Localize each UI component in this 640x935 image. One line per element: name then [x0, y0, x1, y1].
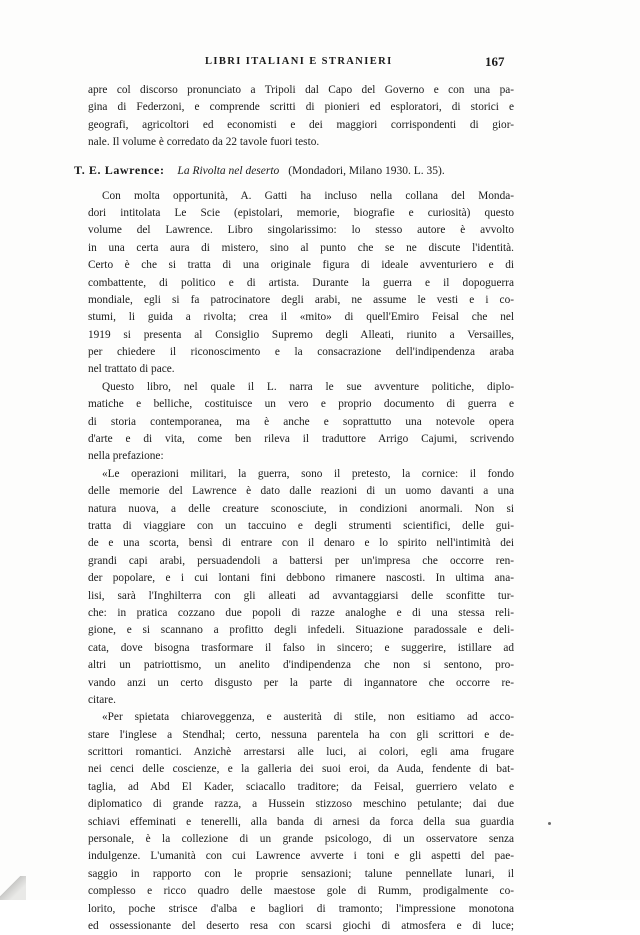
- text-line: citare.: [88, 693, 116, 706]
- paragraph: [88, 379, 514, 466]
- text-line: nel trattato di pace.: [88, 363, 175, 376]
- text-line: di storia contemporanea, ma è anche e soprattutto una notevole opera: [88, 415, 514, 428]
- text-line: Con molta opportunità, A. Gatti ha incluso nella collana del Monda-: [102, 189, 514, 202]
- quotation-paragraph: [88, 709, 514, 935]
- quotation-paragraph: [88, 466, 514, 709]
- text-line: taglia, ad Abd El Kader, sciacallo traditore; da Feisal, guerriero velato e: [88, 780, 514, 793]
- text-line: personale, è la collezione di un grande psicologo, di un osservatore senza: [88, 833, 514, 846]
- review-title: La Rivolta nel deserto: [177, 164, 280, 177]
- text-line: gione, e si scannano a profitto degli infedeli. Situazione paradossale e deli-: [88, 624, 514, 637]
- text-line: mondiale, egli si fa patrocinatore degli arabi, ne assume le vesti e i co-: [88, 293, 514, 306]
- text-line: vando anzi un certo disgusto per la parte di ingannatore che occorre re-: [88, 676, 514, 689]
- text-line: de e una scorta, bensì di entrare con il denaro e lo spirito nell'intimità dei: [88, 537, 514, 550]
- page-corner-shadow: [0, 876, 26, 900]
- text-line: indulgenze. L'umanità con cui Lawrence avverte i toni e gli aspetti del pae-: [88, 850, 514, 863]
- text-line: volume del Lawrence. Libro singolarissimo: lo stesso autore è avvolto: [88, 224, 514, 237]
- ink-speck: [548, 822, 551, 825]
- text-line: stumi, li guida a rivolta; crea il «mito» di quell'Emiro Feisal che nel: [88, 311, 514, 324]
- text-line: «Per spietata chiaroveggenza, e austerità di stile, non esitiamo ad acco-: [102, 711, 514, 724]
- text-line: nella prefazione:: [88, 450, 164, 463]
- text-line: delle memorie del Lawrence è dato dalle reazioni di un uomo davanti a una: [88, 485, 514, 498]
- text-line: nale. Il volume è corredato da 22 tavole fuori testo.: [88, 136, 320, 149]
- text-line: lorito, poche strisce d'alba e bagliori di tramonto; l'impressione monotona: [88, 902, 514, 915]
- text-line: diplomatico di grande razza, a Hussein stizzoso meschino petulante; dai due: [88, 798, 514, 811]
- text-line: stare l'inglese a Stendhal; certo, nessuna parentela ha con gli scrittori e de-: [88, 728, 514, 741]
- review-publication: (Mondadori, Milano 1930. L. 35).: [288, 164, 445, 177]
- text-line: geografi, agricoltori ed economisti e dei maggiori corrispondenti di gior-: [88, 118, 514, 131]
- text-line: complesso e ricco quadro delle maestose gole di Rumm, prodigalmente co-: [88, 885, 514, 898]
- running-title: LIBRI ITALIANI E STRANIERI: [205, 56, 393, 67]
- review-heading: [74, 160, 514, 180]
- text-line: tratta di viaggiare con un taccuino e degli strumenti scientifici, delle gui-: [88, 519, 514, 532]
- text-line: 1919 si presenta al Consiglio Supremo degli Alleati, riunito a Versailles,: [88, 328, 514, 341]
- text-line: che: in pratica cozzano due popoli di razze analoghe e di una stessa reli-: [88, 606, 514, 619]
- text-line: altri un patriottismo, un anelito d'indipendenza che non si sentono, pro-: [88, 659, 514, 672]
- text-line: per chiedere il riconoscimento e la consacrazione dell'indipendenza araba: [88, 346, 514, 359]
- paragraph: [88, 188, 514, 379]
- text-line: apre col discorso pronunciato a Tripoli dal Capo del Governo e con una pa-: [88, 84, 514, 96]
- text-line: in una certa aura di mistero, sino al punto che se ne discute l'identità.: [88, 241, 514, 254]
- text-line: cata, dove bisogna trasformare il falso in sincero; e suggerire, istillare ad: [88, 641, 514, 654]
- page-number: 167: [485, 54, 505, 69]
- text-line: schiavi effeminati e tenerelli, alla banda di arnesi da forca della sua guardia: [88, 815, 514, 828]
- continuation-paragraph: [88, 82, 514, 152]
- text-line: scrittori romantici. Anzichè arrestarsi alle luci, ai colori, egli ama frugare: [88, 746, 514, 759]
- review-author: T. E. Lawrence:: [74, 162, 165, 177]
- text-line: nei cenci delle coscienze, e la galleria dei suoi eroi, da Auda, fendente di bat-: [88, 763, 514, 776]
- text-line: Questo libro, nel quale il L. narra le sue avventure politiche, diplo-: [102, 380, 514, 393]
- text-line: saggio in rapporto con le proprie sensazioni; talune pennellate lunari, il: [88, 867, 514, 880]
- text-line: matiche e belliche, costituisce un vero e proprio documento di guerra e: [88, 398, 514, 411]
- text-line: combattente, di politico e di artista. Durante la guerra e il dopoguerra: [88, 276, 514, 289]
- text-line: ed ossessionante del deserto resa con scarsi giochi di atmosfera e di luce;: [88, 919, 514, 932]
- page-body: [74, 82, 514, 935]
- text-line: der popolare, e i cui lontani fini debbono rimanere nascosti. In ultima ana-: [88, 572, 514, 585]
- text-line: «Le operazioni militari, la guerra, sono il pretesto, la cornice: il fondo: [102, 467, 514, 480]
- text-line: gina di Federzoni, e comprende scritti di pionieri ed esploratori, di storici e: [88, 101, 514, 114]
- text-line: natura nuova, a delle creature sconosciute, in condizioni anormali. Non si: [88, 502, 514, 515]
- text-line: Certo è che si tratta di una originale figura di ideale avventuriero e di: [88, 259, 514, 272]
- text-line: dori intitolata Le Scie (epistolari, memorie, biografie e curiosità) questo: [88, 206, 514, 219]
- text-line: grandi capi arabi, persuadendoli a battersi per un'impresa che occorre ren-: [88, 554, 514, 567]
- text-line: d'arte e di vita, come ben rileva il traduttore Arrigo Cajumi, scrivendo: [88, 433, 514, 446]
- text-line: lisi, sarà l'Inghilterra con gli alleati ad avvantaggiarsi delle sconfitte tur-: [88, 589, 514, 602]
